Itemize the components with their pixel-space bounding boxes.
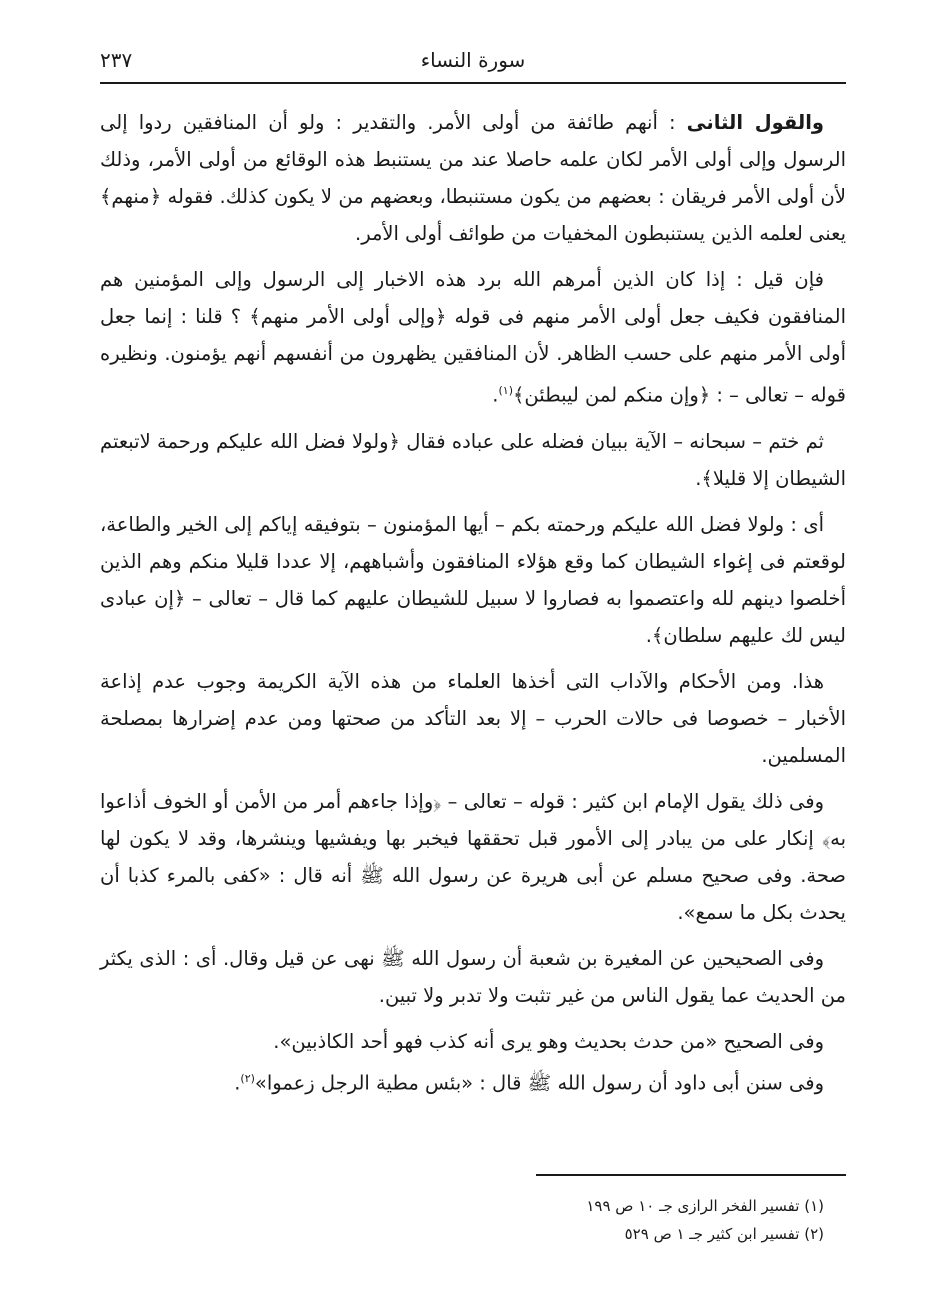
paragraph-text: وفى الصحيح «من حدث بحديث وهو يرى أنه كذب فهو أحد الكاذبين».: [273, 1029, 824, 1053]
paragraph-objection: [100, 261, 846, 414]
page-number: ٢٣٧: [100, 48, 133, 72]
paragraph-gap: [100, 497, 846, 506]
paragraph-gap: [100, 252, 846, 261]
paragraph-gap: [100, 774, 846, 783]
paragraph-abu-dawud: [100, 1060, 846, 1102]
paragraph-tail: .: [234, 1071, 241, 1094]
footnote-ref-2: (٢): [240, 1071, 255, 1085]
paragraph-second-opinion: [100, 104, 846, 252]
paragraph-conclusion: [100, 423, 846, 497]
footnotes: [586, 1192, 824, 1248]
page-body: [100, 104, 846, 1101]
page-header: [100, 40, 846, 84]
paragraph-gap: [100, 414, 846, 423]
paragraph-text: وفى سنن أبى داود أن رسول الله ﷺ قال : «بئس مطية الرجل زعموا»: [254, 1071, 824, 1094]
paragraph-text: هذا. ومن الأحكام والآداب التى أخذها العلماء من هذه الآية الكريمة وجوب عدم إذاعة الأخبار – خصوصا فى حالات الحرب – إلا بعد التأكد من صحتها ومن عدم إضرارها بمصلحة المسلمين.: [100, 669, 846, 767]
paragraph-lead: والقول الثانى: [686, 111, 825, 134]
paragraph-text: : أنهم طائفة من أولى الأمر. والتقدير : ولو أن المنافقين ردوا إلى الرسول وإلى أولى الأمر لكان علمه حاصلا عند من يستنبط هذه الوقائع من أولى الأمر، وذلك لأن أولى الأمر فريقان : بعضهم من يكون مستنبطا، وبعضهم من لا يكون كذلك. فقوله ﴿منهم﴾ يعنى لعلمه الذين يستنبطون المخفيات من طوائف أولى الأمر.: [100, 111, 846, 245]
book-page: [100, 40, 846, 1280]
surah-title: سورة النساء: [420, 48, 526, 72]
paragraph-ibn-kathir: [100, 783, 846, 931]
paragraph-gap: [100, 654, 846, 663]
footnote-ref-1: (١): [498, 384, 513, 397]
paragraph-text: وفى الصحيحين عن المغيرة بن شعبة أن رسول الله ﷺ نهى عن قيل وقال. أى : الذى يكثر من الحديث عما يقول الناس من غير تثبت ولا تدبر ولا تبين.: [100, 946, 846, 1007]
paragraph-text: ثم ختم – سبحانه – الآية ببيان فضله على عباده فقال ﴿ولولا فضل الله عليكم ورحمة لاتبعتم الشيطان إلا قليلا﴾.: [100, 429, 846, 490]
paragraph-text: أى : ولولا فضل الله عليكم ورحمته بكم – أيها المؤمنون – بتوفيقه إياكم إلى الخير والطاعة، لوقعتم فى إغواء الشيطان كما وقع هؤلاء المنافقون وأشباههم، إلا عددا قليلا منكم وهم الذين أخلصوا دينهم لله واعتصموا به فصاروا لا سبيل للشيطان عليهم كما قال – تعالى – ﴿إن عبادى ليس لك عليهم سلطان﴾.: [100, 512, 846, 647]
footnote-1: (١) تفسير الفخر الرازى جـ ١٠ ص ١٩٩: [586, 1197, 824, 1215]
paragraph-rulings: [100, 663, 846, 774]
footnote-divider: [536, 1174, 846, 1176]
paragraph-gap: [100, 931, 846, 940]
paragraph-sahihayn: [100, 940, 846, 1014]
paragraph-explanation: [100, 506, 846, 654]
paragraph-gap: [100, 1014, 846, 1023]
paragraph-text: فإن قيل : إذا كان الذين أمرهم الله برد هذه الاخبار إلى الرسول وإلى المؤمنين هم المنافقون فكيف جعل أولى الأمر منهم فى قوله ﴿وإلى أولى الأمر منهم﴾ ؟ قلنا : إنما جعل أولى الأمر منهم على حسب الظاهر. لأن المنافقين يظهرون من أنفسهم أنهم يؤمنون. ونظيره قوله – تعالى – : ﴿وإن منكم لمن ليبطئن﴾: [100, 268, 846, 407]
paragraph-tail: .: [492, 383, 499, 407]
paragraph-text: وفى ذلك يقول الإمام ابن كثير : قوله – تعالى – ﴿وإذا جاءهم أمر من الأمن أو الخوف أذاعوا به﴾ إنكار على من يبادر إلى الأمور قبل تحققها فيخبر بها ويفشيها وينشرها، وقد لا يكون لها صحة. وفى صحيح مسلم عن أبى هريرة عن رسول الله ﷺ أنه قال : «كفى بالمرء كذبا أن يحدث بكل ما سمع».: [100, 789, 846, 924]
paragraph-sahih: [100, 1023, 846, 1060]
header-divider: [100, 82, 846, 84]
footnote-2: (٢) تفسير ابن كثير جـ ١ ص ٥٢٩: [624, 1225, 824, 1243]
